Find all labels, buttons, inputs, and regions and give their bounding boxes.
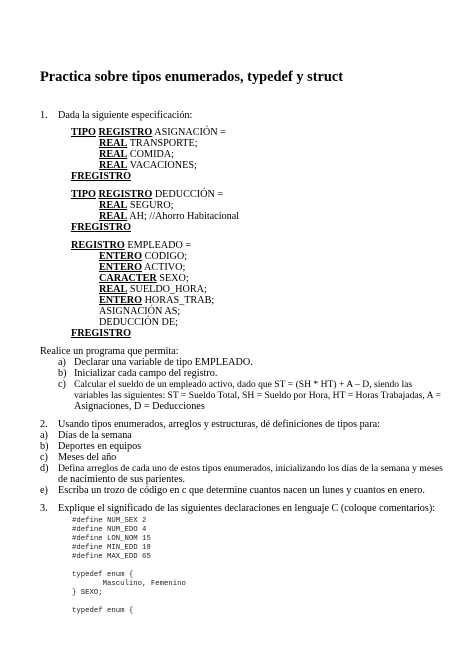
q1-intro: Dada la siguiente especificación: <box>58 110 193 121</box>
kw-fregistro: FREGISTRO <box>71 171 132 182</box>
field-name: COMIDA; <box>129 149 175 160</box>
field-name: TRANSPORTE; <box>129 138 198 149</box>
field-type: ENTERO <box>99 251 143 262</box>
field-name: CODIGO; <box>144 251 188 262</box>
list-label: b) <box>40 441 49 452</box>
code-line: #define LON_NOM 15 <box>72 535 151 543</box>
field-name: SUELDO_HORA; <box>129 284 207 295</box>
task-intro: Realice un programa que permita: <box>40 346 179 357</box>
record-name: DEDUCCIÓN = <box>154 189 224 200</box>
task-text: Calcular el sueldo de un empleado activo, dado que ST = (SH * HT) + A – D, siendo las <box>74 379 413 390</box>
list-text: Deportes en equipos <box>58 441 142 452</box>
record-name: ASIGNACIÓN = <box>154 127 226 138</box>
task-text: Declarar una variable de tipo EMPLEADO. <box>74 357 253 368</box>
task-text: Asignaciones, D = Deducciones <box>74 401 205 412</box>
field-type: REAL <box>99 200 128 211</box>
record-end <box>71 171 131 183</box>
kw-fregistro: FREGISTRO <box>71 222 132 233</box>
list-label: a) <box>40 430 48 441</box>
kw-registro: REGISTRO <box>98 127 153 138</box>
q3-intro: Explique el significado de las siguientes declaraciones en lenguaje C (coloque comentarios): <box>58 503 436 514</box>
code-line: #define NUM_EDO 4 <box>72 526 147 534</box>
code-line: typedef enum { <box>72 571 134 579</box>
list-label: e) <box>40 485 48 496</box>
kw-registro: REGISTRO <box>71 240 125 251</box>
field-type: REAL <box>99 149 128 160</box>
field-type: ENTERO <box>99 262 143 273</box>
list-label: c) <box>40 452 48 463</box>
field-name: VACACIONES; <box>129 160 197 171</box>
record-name: EMPLEADO = <box>127 240 192 251</box>
task-label: a) <box>58 357 66 368</box>
code-line: #define NUM_SEX 2 <box>72 517 147 525</box>
code-line: Masculino, Femenino <box>72 580 186 588</box>
q1-heading <box>40 110 193 122</box>
field-name: AH; //Ahorro Habitacional <box>129 211 240 222</box>
field-name: SEGURO; <box>129 200 174 211</box>
page-title: Practica sobre tipos enumerados, typedef y struct <box>40 69 344 85</box>
q3-number: 3. <box>40 503 48 514</box>
list-text: Meses del año <box>58 452 117 463</box>
q2-intro: Usando tipos enumerados, arreglos y estructuras, dé definiciones de tipos para: <box>58 419 380 430</box>
kw-registro: REGISTRO <box>98 189 153 200</box>
list-text: de nacimiento de sus parientes. <box>58 474 186 485</box>
code-line: #define MAX_EDD 65 <box>72 553 151 561</box>
q1-number: 1. <box>40 110 48 121</box>
code-line: typedef enum { <box>72 607 134 615</box>
code-line: #define MIN_EDD 18 <box>72 544 151 552</box>
task-label: b) <box>58 368 67 379</box>
kw-tipo: TIPO <box>71 127 96 138</box>
task-text: Inicializar cada campo del registro. <box>74 368 218 379</box>
list-text: Defina arreglos de cada uno de estos tipos enumerados, inicializando los días de la semana y meses <box>58 463 443 474</box>
record-field-plain: ASIGNACIÓN AS; <box>99 306 181 317</box>
q3-heading <box>40 503 436 515</box>
list-text: Escriba un trozo de código en c que determine cuantos nacen un lunes y cuantos en enero. <box>58 485 425 496</box>
field-type: ENTERO <box>99 295 143 306</box>
q2-number: 2. <box>40 419 48 430</box>
field-type: REAL <box>99 160 128 171</box>
list-text: Días de la semana <box>58 430 132 441</box>
record-end <box>71 328 131 340</box>
kw-fregistro: FREGISTRO <box>71 328 132 339</box>
field-name: ACTIVO; <box>144 262 186 273</box>
record-end <box>71 222 131 234</box>
field-name: HORAS_TRAB; <box>144 295 215 306</box>
field-type: CARACTER <box>99 273 157 284</box>
task-label: c) <box>58 379 66 390</box>
task-text: variables las siguientes: ST = Sueldo Total, SH = Sueldo por Hora, HT = Horas Trabajadas, A = <box>74 390 441 401</box>
list-label: d) <box>40 463 49 474</box>
field-type: REAL <box>99 211 128 222</box>
field-type: REAL <box>99 138 128 149</box>
code-line: } SEXO; <box>72 589 103 597</box>
field-type: REAL <box>99 284 128 295</box>
record-field-plain: DEDUCCIÓN DE; <box>99 317 178 328</box>
field-name: SEXO; <box>159 273 189 284</box>
kw-tipo: TIPO <box>71 189 96 200</box>
